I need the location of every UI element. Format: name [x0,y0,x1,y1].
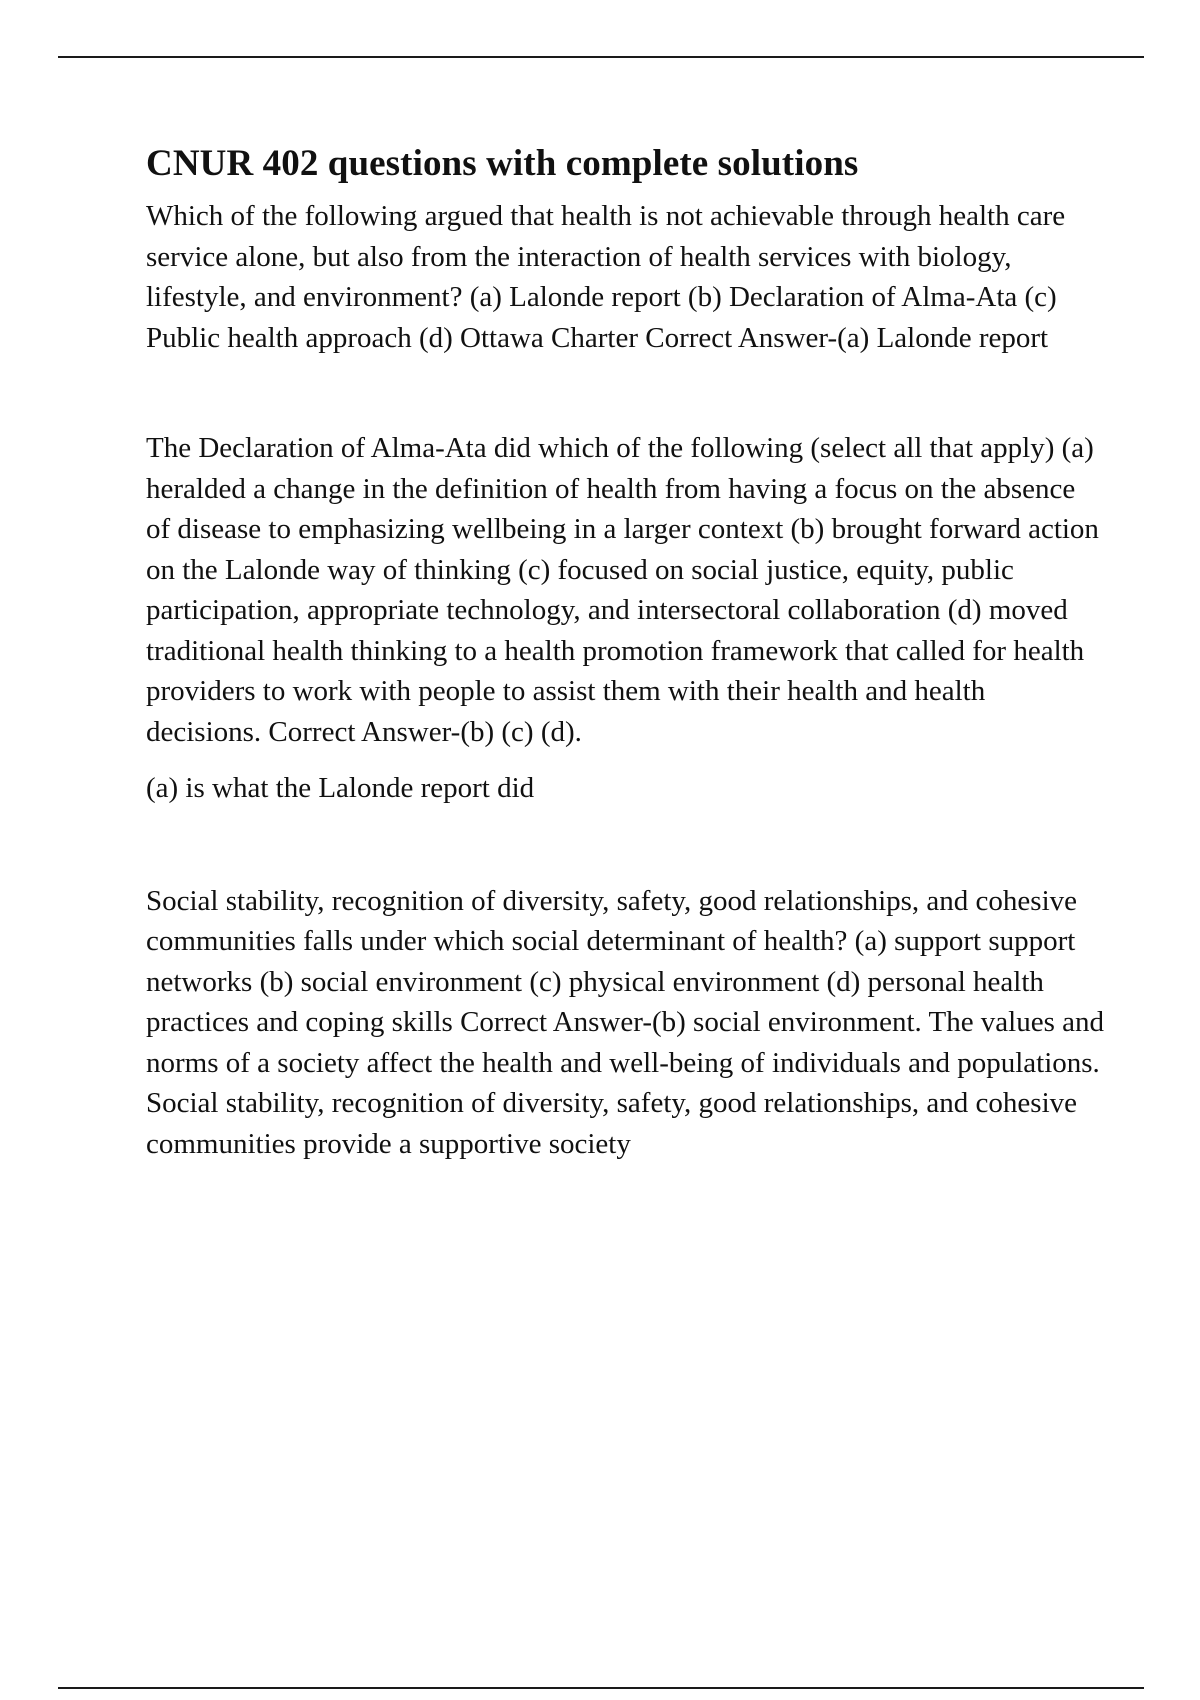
footer-rule [58,1687,1144,1689]
question-text: The Declaration of Alma-Ata did which of the following (select all that apply) (a) heralded a change in the definition of health from having a focus on the absence of disease to emphasizing wellbeing in a larger context (b) brought forward action on the Lalonde way of thinking (c) focused on social justice, equity, public participation, appropriate technology, and intersectoral collaboration (d) moved traditional health thinking to a health promotion framework that called for health providers to work with people to assist them with their health and health decisions. Correct Answer-(b) (c) (d). [146,432,1099,748]
question-text: Social stability, recognition of diversity, safety, good relationships, and cohesive communities falls under which social determinant of health? (a) support support networks (b) social environment (c) physical environment (d) personal health practices and coping skills Correct Answer-(b) social environment. The values and norms of a society affect the health and well-being of individuals and populations. Social stability, recognition of diversity, safety, good relationships, and cohesive communities provide a supportive society [146,884,1105,1160]
document-title: CNUR 402 questions with complete solutions [146,143,859,184]
question-block-1 [146,196,1106,358]
header-rule [58,56,1144,58]
question-block-2 [146,428,1106,809]
question-block-3 [146,881,1106,1165]
question-text: Which of the following argued that health is not achievable through health care service alone, but also from the interaction of health services with biology, lifestyle, and environment? (a) Lalonde report (b) Declaration of Alma-Ata (c) Public health approach (d) Ottawa Charter Correct Answer-(a) Lalonde report [146,200,1066,354]
answer-note: (a) is what the Lalonde report did [146,772,535,805]
document-body [146,140,1106,1164]
